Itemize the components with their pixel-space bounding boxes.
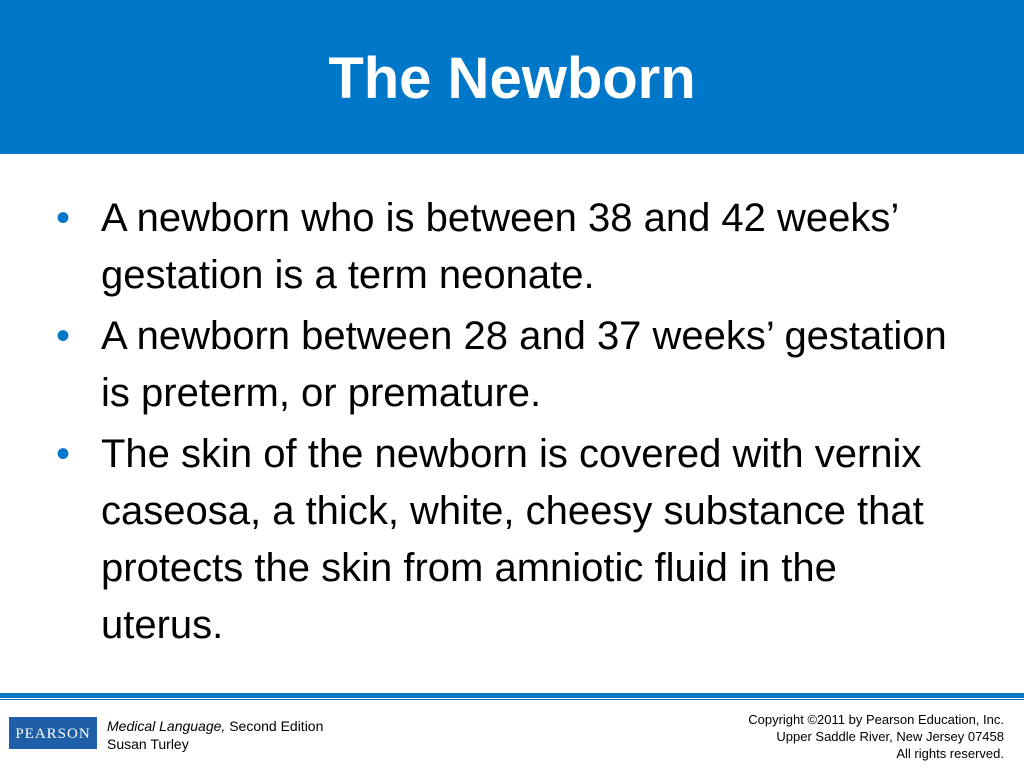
copyright-line: All rights reserved. [896, 746, 1004, 761]
bullet-marker: • [56, 196, 71, 240]
bullet-marker: • [56, 432, 71, 476]
bullet-item [56, 426, 956, 654]
book-title: Medical Language, [107, 718, 226, 734]
title-banner [0, 0, 1024, 154]
book-author: Susan Turley [107, 736, 189, 752]
pearson-logo: PEARSON [9, 717, 97, 749]
slide-title: The Newborn [328, 46, 696, 111]
footer-divider [0, 693, 1024, 698]
book-info [107, 717, 323, 753]
footer-divider-thin [0, 699, 1024, 700]
bullet-list [56, 190, 956, 658]
bullet-item [56, 190, 956, 304]
book-title-line [107, 717, 323, 735]
copyright-line: Upper Saddle River, New Jersey 07458 [776, 729, 1004, 744]
copyright-line: Copyright ©2011 by Pearson Education, Inc. [748, 712, 1004, 727]
bullet-marker: • [56, 314, 71, 358]
bullet-item [56, 308, 956, 422]
book-edition: Second Edition [225, 718, 324, 734]
bullet-text: A newborn between 28 and 37 weeks’ gestation is preterm, or premature. [101, 314, 947, 415]
bullet-text: The skin of the newborn is covered with vernix caseosa, a thick, white, cheesy substance that protects the skin from amniotic fluid in the uterus. [101, 432, 924, 647]
bullet-text: A newborn who is between 38 and 42 weeks’ gestation is a term neonate. [101, 196, 898, 297]
copyright-notice [748, 711, 1004, 762]
